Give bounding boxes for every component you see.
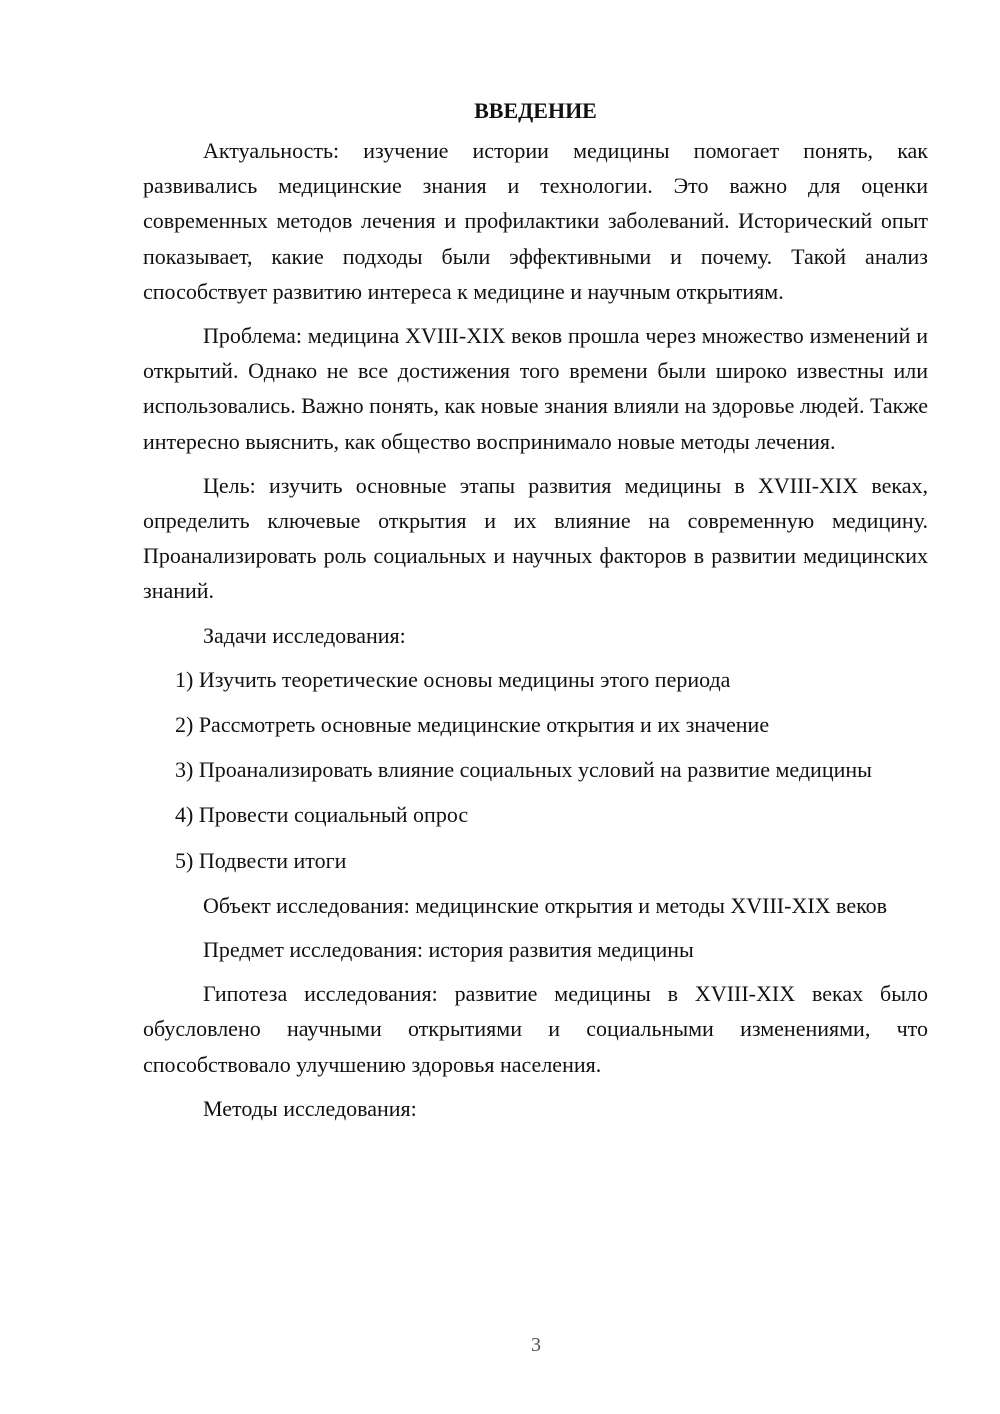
page-number: 3 — [531, 1334, 541, 1356]
task-item-4: 4) Провести социальный опрос — [175, 802, 469, 828]
object-paragraph: Объект исследования: медицинские открытия и методы XVIII-XIX веков — [203, 892, 888, 918]
page-content — [143, 95, 928, 1135]
task-item-5: 5) Подвести итоги — [175, 847, 347, 873]
goal-paragraph: Цель: изучить основные этапы развития медицины в XVIII-XIX веках, определить ключевые открытия и их влияние на современную медицину. Проанализировать роль социальных и научных факторов в развитии медицинских знаний. — [143, 472, 928, 604]
task-item-1: 1) Изучить теоретические основы медицины этого периода — [175, 666, 731, 692]
section-title: ВВЕДЕНИЕ — [474, 98, 597, 123]
tasks-heading: Задачи исследования: — [203, 622, 406, 648]
task-item-2: 2) Рассмотреть основные медицинские открытия и их значение — [175, 712, 770, 738]
subject-paragraph: Предмет исследования: история развития медицины — [203, 937, 694, 963]
task-item-3: 3) Проанализировать влияние социальных условий на развитие медицины — [175, 757, 872, 783]
problem-paragraph: Проблема: медицина XVIII-XIX веков прошла через множество изменений и открытий. Однако не все достижения того времени были широко известны или использовались. Важно понять, как новые знания влияли на здоровье людей. Также интересно выяснить, как общество воспринимало новые методы лечения. — [143, 323, 928, 454]
hypothesis-paragraph: Гипотеза исследования: развитие медицины в XVIII-XIX веках было обусловлено научными открытиями и социальными изменениями, что способствовало улучшению здоровья населения. — [143, 981, 928, 1077]
relevance-paragraph: Актуальность: изучение истории медицины помогает понять, как развивались медицинские знания и технологии. Это важно для оценки современных методов лечения и профилактики заболеваний. Исторический опыт показывает, какие подходы были эффективными и почему. Такой анализ способствует развитию интереса к медицине и научным открытиям. — [143, 138, 928, 304]
methods-heading: Методы исследования: — [203, 1095, 417, 1121]
